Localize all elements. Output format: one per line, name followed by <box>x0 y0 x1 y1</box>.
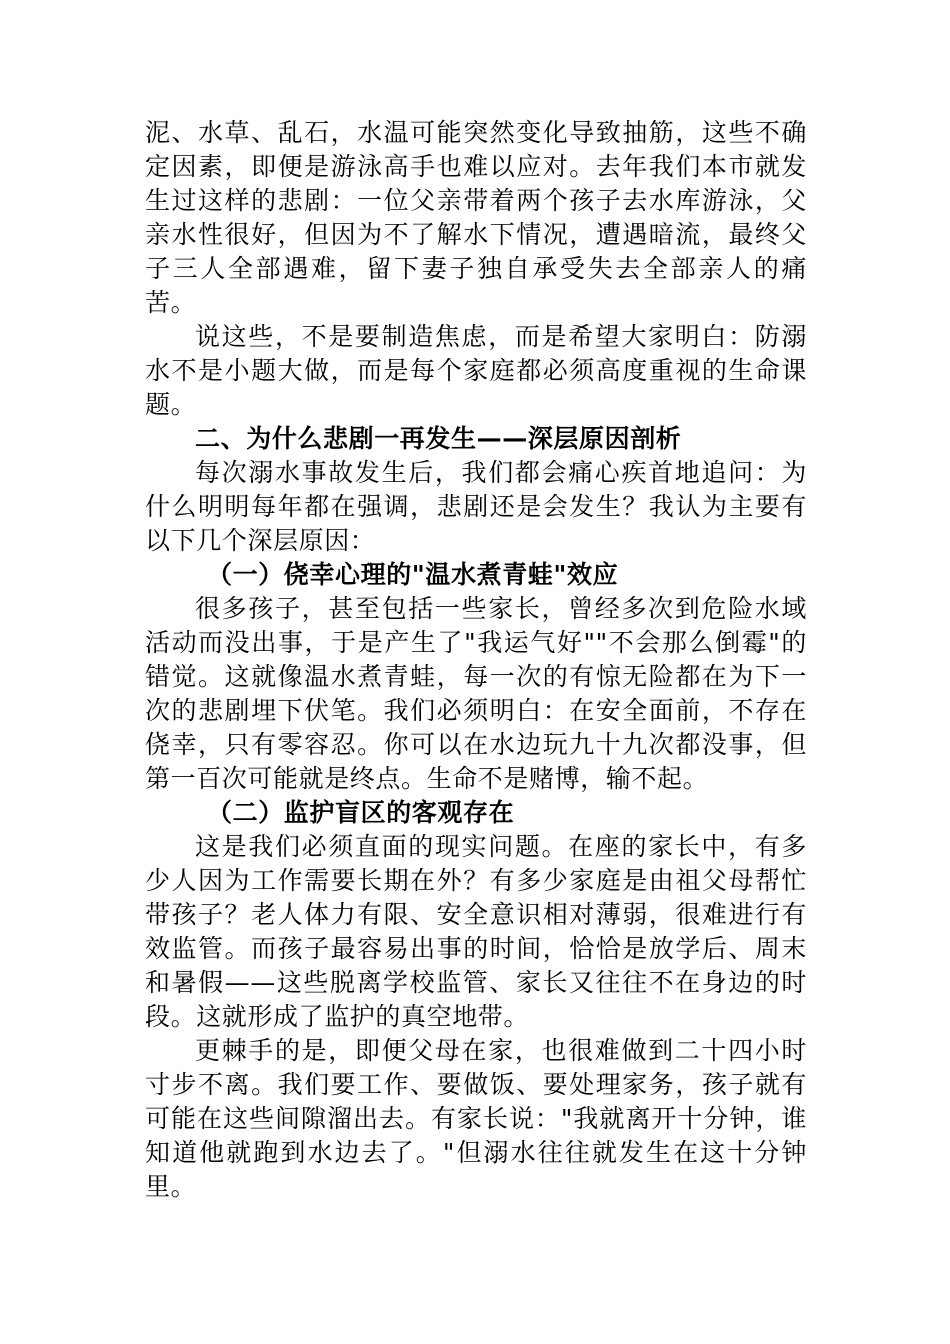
paragraph-continued: 泥、水草、乱石，水温可能突然变化导致抽筋，这些不确定因素，即便是游泳高手也难以应对。去年我们本市就发生过这样的悲剧：一位父亲带着两个孩子去水库游泳，父亲水性很好，但因为不了解水下情况，遭遇暗流，最终父子三人全部遇难，留下妻子独自承受失去全部亲人的痛苦。 <box>145 118 807 317</box>
subsection-heading: （二）监护盲区的客观存在 <box>207 798 515 827</box>
document-page <box>145 116 807 1204</box>
paragraph: 很多孩子，甚至包括一些家长，曾经多次到危险水域活动而没出事，于是产生了"我运气好""不会那么倒霉"的错觉。这就像温水煮青蛙，每一次的有惊无险都在为下一次的悲剧埋下伏笔。我们必须明白：在安全面前，不存在侥幸，只有零容忍。你可以在水边玩九十九次都没事，但第一百次可能就是终点。生命不是赌博，输不起。 <box>145 594 807 793</box>
paragraph: 更棘手的是，即便父母在家，也很难做到二十四小时寸步不离。我们要工作、要做饭、要处理家务，孩子就有可能在这些间隙溜出去。有家长说："我就离开十分钟，谁知道他就跑到水边去了。"但溺水往往就发生在这十分钟里。 <box>145 1036 807 1201</box>
subsection-heading: （一）侥幸心理的"温水煮青蛙"效应 <box>207 560 619 589</box>
paragraph: 每次溺水事故发生后，我们都会痛心疾首地追问：为什么明明每年都在强调，悲剧还是会发生？我认为主要有以下几个深层原因： <box>145 458 807 555</box>
paragraph: 这是我们必须直面的现实问题。在座的家长中，有多少人因为工作需要长期在外？有多少家庭是由祖父母帮忙带孩子？老人体力有限、安全意识相对薄弱，很难进行有效监管。而孩子最容易出事的时间，恰恰是放学后、周末和暑假——这些脱离学校监管、家长又往往不在身边的时段。这就形成了监护的真空地带。 <box>145 832 807 1031</box>
section-heading: 二、为什么悲剧一再发生——深层原因剖析 <box>195 424 682 453</box>
paragraph: 说这些，不是要制造焦虑，而是希望大家明白：防溺水不是小题大做，而是每个家庭都必须高度重视的生命课题。 <box>145 322 807 419</box>
